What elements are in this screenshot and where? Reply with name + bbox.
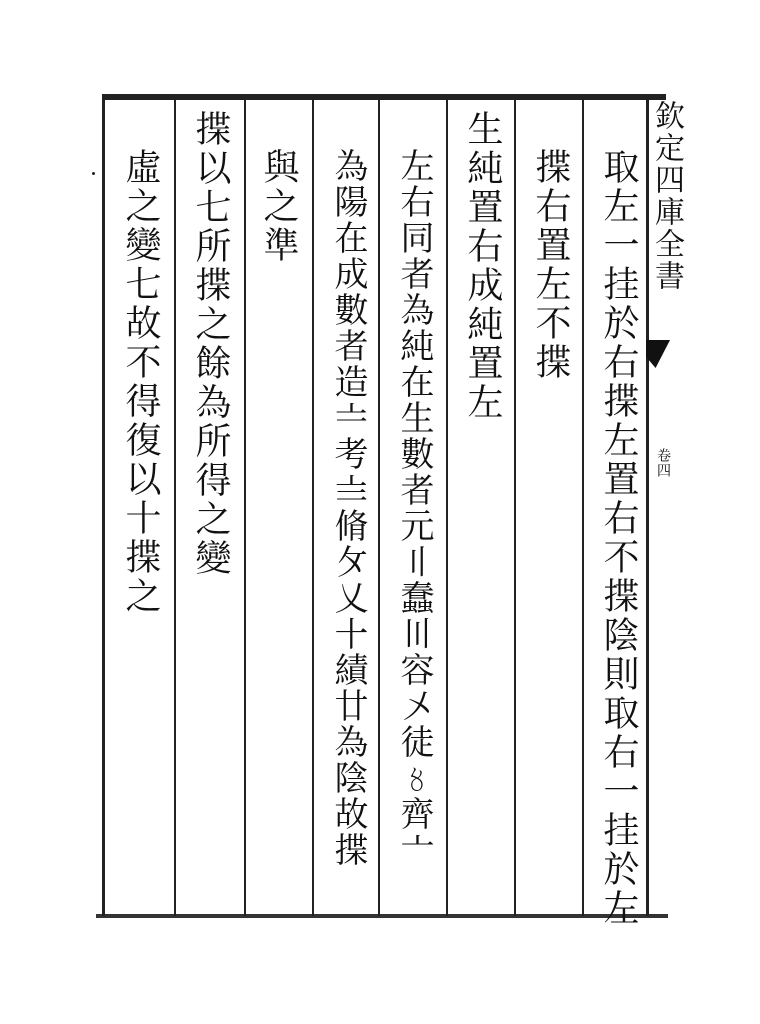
text-column-2: 揲右置左不揲 xyxy=(530,148,571,382)
margin-chapter-label: 卷四 xyxy=(655,448,671,478)
column-rule xyxy=(244,98,246,916)
text-column-1: 取左一挂於右揲左置右不揲陰則取右一挂於左 xyxy=(598,148,639,928)
text-column-4: 左右同者為純在生數者元〢蠢〣容〤徒〥齊〦 xyxy=(394,148,434,868)
column-rule xyxy=(102,98,105,916)
margin-book-title: 欽定四庫全書 xyxy=(649,100,684,292)
column-rule xyxy=(174,98,176,916)
text-column-6: 與之準 xyxy=(258,148,299,265)
text-column-5: 為陽在成數者造〧考〨脩〩乂〸績廿為陰故揲 xyxy=(328,148,368,868)
ink-speck xyxy=(92,172,95,175)
fishtail-mark xyxy=(646,340,670,368)
column-rule xyxy=(378,98,380,916)
column-rule xyxy=(446,98,448,916)
text-column-8: 虛之變七故不得復以十揲之 xyxy=(120,148,161,616)
text-column-3: 生純置右成純置左 xyxy=(462,110,503,422)
column-rule xyxy=(582,98,584,916)
column-rule xyxy=(312,98,314,916)
column-rule xyxy=(514,98,516,916)
text-column-7: 揲以七所揲之餘為所得之變 xyxy=(190,110,231,578)
